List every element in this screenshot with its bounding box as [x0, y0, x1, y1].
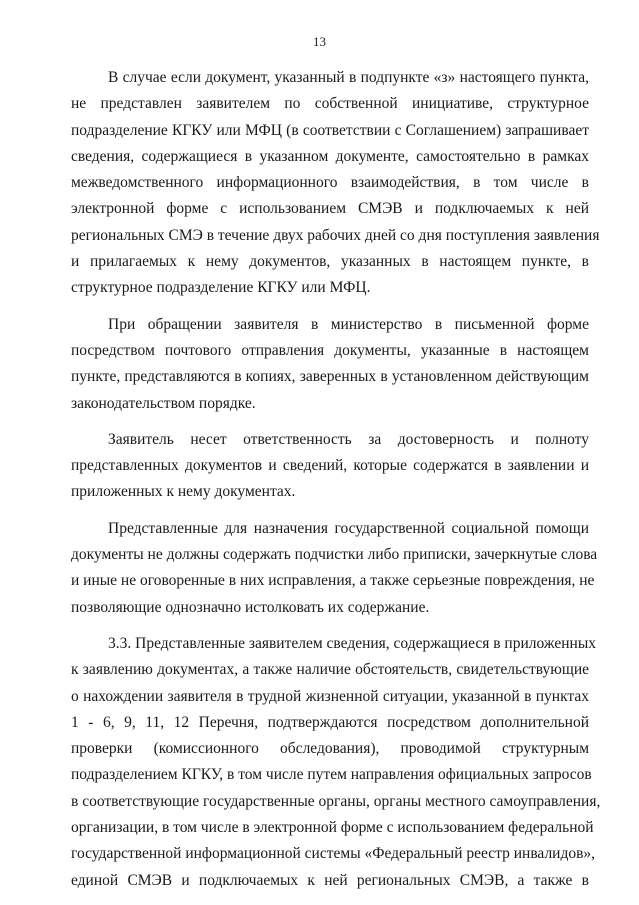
text-line: в соответствующие государственные органы, органы местного самоуправления,	[71, 792, 601, 810]
text-line: посредством почтового отправления документы, указанные в настоящем	[71, 341, 589, 359]
text-line: Заявитель несет ответственность за достоверность и полноту	[108, 430, 589, 448]
text-line: 1 - 6, 9, 11, 12 Перечня, подтверждаются посредством дополнительной	[71, 713, 589, 731]
text-line: подразделение КГКУ или МФЦ (в соответствии с Соглашением) запрашивает	[71, 121, 589, 139]
paragraph-section-3-3	[71, 631, 601, 894]
text-line: пункте, представляются в копиях, заверенных в установленном действующим	[71, 368, 589, 386]
paragraph-postal-submission	[71, 312, 589, 417]
paragraph-document-request	[71, 65, 600, 302]
text-line: единой СМЭВ и подключаемых к ней региональных СМЭВ, а также в	[71, 871, 589, 889]
text-line: сведения, содержащиеся в указанном документе, самостоятельно в рамках	[71, 147, 589, 165]
text-line: и иные не оговоренные в них исправления, а также серьезные повреждения, не	[71, 572, 595, 590]
text-line: организации, в том числе в электронной форме с использованием федеральной	[71, 819, 594, 837]
text-line: электронной форме с использованием СМЭВ и подключаемых к ней	[71, 200, 589, 218]
text-line: межведомственного информационного взаимодействия, в том числе в	[71, 174, 589, 192]
text-line: В случае если документ, указанный в подпункте «з» настоящего пункта,	[108, 69, 589, 86]
text-line: подразделением КГКУ, в том числе путем направления официальных запросов	[71, 766, 592, 784]
page-number: 13	[313, 34, 326, 49]
text-line: 3.3. Представленные заявителем сведения, содержащиеся в приложенных	[108, 634, 596, 652]
text-line: При обращении заявителя в министерство в письменной форме	[108, 315, 589, 333]
paragraph-document-requirements	[71, 516, 598, 621]
text-line: и прилагаемых к нему документов, указанных в настоящем пункте, в	[71, 253, 589, 271]
text-line: структурное подразделение КГКУ или МФЦ.	[71, 279, 371, 297]
text-line: документы не должны содержать подчистки либо приписки, зачеркнутые слова	[71, 546, 598, 564]
paragraph-applicant-responsibility	[71, 427, 589, 506]
document-body	[71, 65, 601, 894]
text-line: не представлен заявителем по собственной инициативе, структурное	[71, 95, 589, 113]
text-line: о нахождении заявителя в трудной жизненной ситуации, указанной в пунктах	[71, 687, 589, 705]
text-line: Представленные для назначения государственной социальной помощи	[108, 519, 589, 537]
text-line: региональных СМЭ в течение двух рабочих дней со дня поступления заявления	[71, 226, 600, 244]
text-line: государственной информационной системы «Федеральный реестр инвалидов»,	[71, 845, 596, 863]
text-line: позволяющие однозначно истолковать их содержание.	[71, 598, 430, 616]
text-line: законодательством порядке.	[71, 394, 256, 412]
text-line: проверки (комиссионного обследования), проводимой структурным	[71, 740, 589, 758]
text-line: приложенных к нему документах.	[71, 483, 296, 501]
text-line: представленных документов и сведений, которые содержатся в заявлении и	[71, 457, 589, 475]
text-line: к заявлению документах, а также наличие обстоятельств, свидетельствующие	[71, 661, 589, 679]
